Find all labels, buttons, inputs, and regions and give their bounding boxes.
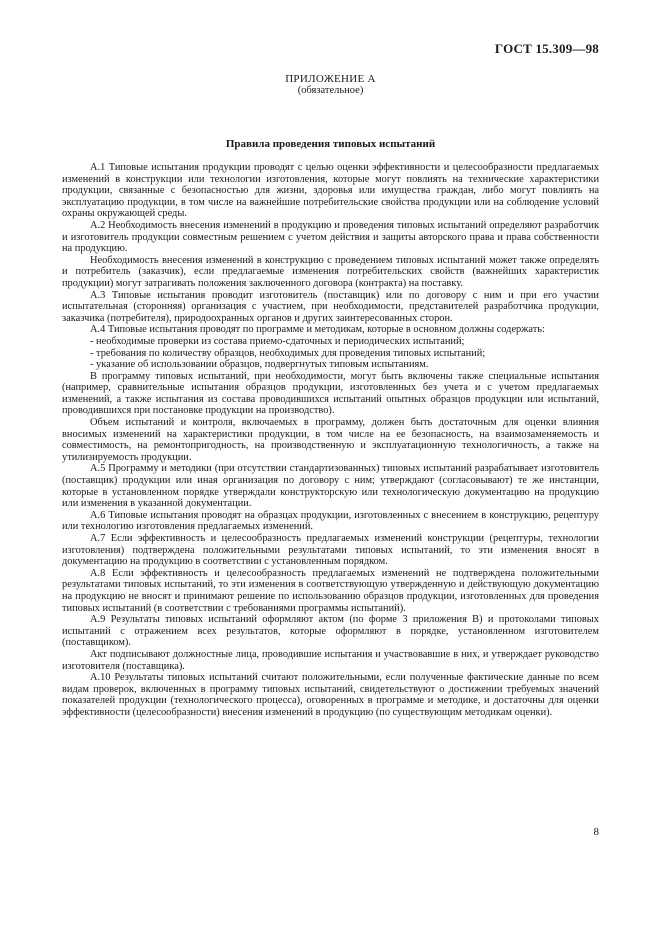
paragraph-a10: А.10 Результаты типовых испытаний считают положительными, если полученные фактические данные по всем видам проверок, включенных в программу типовых испытаний, свидетельствуют о достижении требуемых значений показателей продукции (технологического процесса), оговоренных в программе и методике, и достаточны для оценки эффективности (целесообразности) внесения изменений в продукцию (по существующим методикам оценки). bbox=[62, 672, 599, 718]
document-code: ГОСТ 15.309—98 bbox=[494, 41, 599, 56]
paragraph-a4-scope: Объем испытаний и контроля, включаемых в программу, должен быть достаточным для оценки влияния вносимых изменений на характеристики продукции, в том числе на ее безопасность, на взаимозаменяемость и совместимость, на ремонтопригодность, на производственную и эксплуатационную технологичность, а также на утилизируемость продукции. bbox=[62, 417, 599, 463]
body-text bbox=[62, 162, 599, 719]
paragraph-a7: А.7 Если эффективность и целесообразность предлагаемых изменений конструкции (рецептуры, технологии изготовления) подтверждена положительными результатами типовых испытаний, то эти изменения вносят в документацию на продукцию в соответствии с установленным порядком. bbox=[62, 533, 599, 568]
paragraph-a2-cont: Необходимость внесения изменений в конструкцию с проведением типовых испытаний может также определять и потребитель (заказчик), если предлагаемые изменения потребительских свойств (важнейших характеристик продукции) могут затрагивать положения заключенного договора (контракта) на поставку. bbox=[62, 254, 599, 289]
page-number: 8 bbox=[593, 826, 599, 838]
appendix-title: ПРИЛОЖЕНИЕ А bbox=[285, 73, 376, 85]
paragraph-a4: А.4 Типовые испытания проводят по программе и методикам, которые в основном должны содержать: bbox=[90, 324, 545, 336]
paragraph-a5: А.5 Программу и методики (при отсутствии стандартизованных) типовых испытаний разрабатывает изготовитель (поставщик) продукции или иная организация по договору с ним; утверждают (согласовывают) те же инстанции, которые в установленном порядке утверждали конструкторскую или технологическую документацию на продукцию или изменения в указанной документации. bbox=[62, 463, 599, 510]
list-item: - указание об использовании образцов, подвергнутых типовым испытаниям. bbox=[90, 359, 429, 371]
paragraph-a4-program: В программу типовых испытаний, при необходимости, могут быть включены также специальные испытания (например, сравнительные испытания образцов продукции, изготовленных без учета и с учетом предлагаемых изменений, а также испытания из состава проводившихся испытаний опытных образцов продукции или испытаний, проводившихся при постановке продукции на производство). bbox=[62, 370, 599, 417]
paragraph-a6: А.6 Типовые испытания проводят на образцах продукции, изготовленных с внесением в конструкцию, рецептуру или технологию изготовления предлагаемых изменений. bbox=[62, 509, 599, 533]
paragraph-a8: А.8 Если эффективность и целесообразность предлагаемых изменений не подтверждена положительными результатами типовых испытаний, то эти изменения в соответствующую утвержденную и действующую документацию на продукцию не вносят и принимают решение по использованию образцов продукции, изготовленных для проведения типовых испытаний (в соответствии с требованиями программы испытаний). bbox=[62, 567, 599, 614]
paragraph-a2: А.2 Необходимость внесения изменений в продукцию и проведения типовых испытаний определяют разработчик и изготовитель продукции совместным решением с учетом действия и защиты авторского права и права собственности на продукцию. bbox=[62, 219, 599, 255]
paragraph-a1: А.1 Типовые испытания продукции проводят с целью оценки эффективности и целесообразности предлагаемых изменений в конструкции или технологии изготовления, которые могут повлиять на технические характеристики продукции, связанные с безопасностью для жизни, здоровья или имущества граждан, либо могут повлиять на эксплуатацию продукции, в том числе на важнейшие потребительские свойства продукции или на соблюдение условий охраны окружающей среды. bbox=[62, 162, 599, 220]
paragraph-a3: А.3 Типовые испытания проводит изготовитель (поставщик) или по договору с ним и при его участии испытательная (сторонняя) организация с участием, при необходимости, представителей разработчика продукции, заказчика (потребителя), природоохранных органов и других заинтересованных сторон. bbox=[62, 289, 599, 324]
appendix-heading bbox=[0, 73, 661, 97]
paragraph-a9-act: Акт подписывают должностные лица, проводившие испытания и участвовавшие в них, и утверждает руководство изготовителя (поставщика). bbox=[62, 648, 599, 672]
appendix-note: (обязательное) bbox=[297, 85, 364, 96]
paragraph-a9: А.9 Результаты типовых испытаний оформляют актом (по форме 3 приложения В) и протоколами типовых испытаний с отражением всех результатов, которые оформляют в порядке, установленном изготовителем (поставщиком). bbox=[62, 614, 599, 649]
list-item: - необходимые проверки из состава приемо-сдаточных и периодических испытаний; bbox=[90, 335, 465, 347]
section-title: Правила проведения типовых испытаний bbox=[225, 138, 436, 150]
list-item: - требования по количеству образцов, необходимых для проведения типовых испытаний; bbox=[90, 347, 486, 359]
